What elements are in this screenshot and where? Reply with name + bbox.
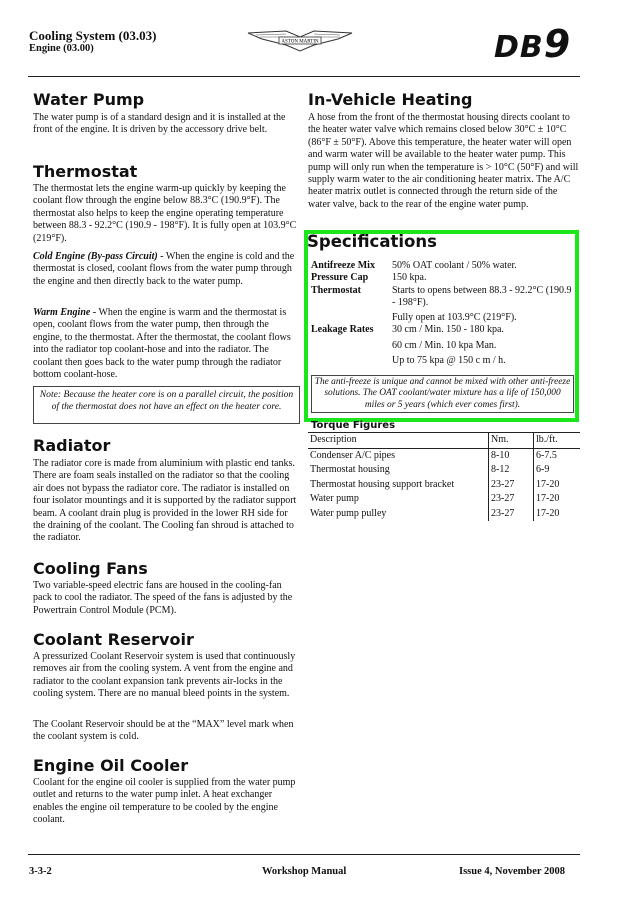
svg-text:ASTON MARTIN: ASTON MARTIN <box>281 39 319 45</box>
thermostat-heading: Thermostat <box>33 162 138 181</box>
antifreeze-note: The anti-freeze is unique and cannot be mixed with other anti-freeze solutions. The OAT coolant/water mixture has a life of 150,000 miles or 5 years (which ever comes first). <box>311 375 574 413</box>
page-number: 3-3-2 <box>29 866 52 877</box>
spec-row: Up to 75 kpa @ 150 c m / h. <box>392 355 506 367</box>
oil-cooler-heading: Engine Oil Cooler <box>33 756 189 775</box>
manual-name: Workshop Manual <box>262 866 347 877</box>
coolant-reservoir-text: A pressurized Coolant Reservoir system is used that continuously removes air from the cooling system. A vent from the engine and radiator to the coolant expansion tank prevents air-locks in the cooling system. There are no manual bleed points in the system. <box>33 651 296 700</box>
thermostat-text: The thermostat lets the engine warm-up quickly by keeping the coolant flow through the engine below 88.3°C (190.9°F). The thermostat also helps to keep the engine operating temperature between 88.3 - 92.2°C (190.9 - 198°F). It is fully open at 103.9°C (219°F). <box>33 183 297 244</box>
spec-row: Antifreeze Mix 50% OAT coolant / 50% water. <box>311 260 517 271</box>
table-row: Water pump pulley 23-27 17-20 <box>308 507 580 522</box>
issue-date: Issue 4, November 2008 <box>459 866 565 877</box>
heating-heading: In-Vehicle Heating <box>308 90 473 109</box>
specifications-heading: Specifications <box>307 232 437 251</box>
radiator-text: The radiator core is made from aluminium with plastic end tanks. There are foam seals installed on the radiator so that the cooling air does not bypass the radiator core. The radiator is installed on four isolator mountings and it is supported by the radiator support beam. A coolant drain plug is provided in the lower RH side for the draining of the coolant. The Cooling fan shroud is attached to the radiator. <box>33 458 297 544</box>
section-title: Cooling System (03.03) <box>29 28 157 43</box>
thermostat-note: Note: Because the heater core is on a parallel circuit, the position of the thermostat does not have an effect on the heater core. <box>33 386 300 424</box>
table-row: Water pump 23-27 17-20 <box>308 492 580 507</box>
footer-rule <box>28 854 580 855</box>
header-rule <box>28 76 580 77</box>
cooling-fans-heading: Cooling Fans <box>33 559 148 578</box>
spec-row: Fully open at 103.9°C (219°F). <box>392 312 517 324</box>
oil-cooler-text: Coolant for the engine oil cooler is supplied from the water pump outlet and returns to the water pump inlet. A heat exchanger enables the engine oil temperature to be cooled by the engine coolant. <box>33 777 296 826</box>
warm-engine-text: Warm Engine - When the engine is warm and the thermostat is open, coolant flows from the water pump, then through the engine, to the thermostat. After the thermostat, the coolant flows into the radiator top coolant-hose and into the radiator. The coolant then goes back to the water pump through the radiator bottom coolant-hose. <box>33 307 291 381</box>
aston-martin-logo <box>246 27 354 55</box>
cold-engine-text: Cold Engine (By-pass Circuit) - When the engine is cold and the thermostat is closed, coolant flows from the water pump through the engine and then directly back to the water pump. <box>33 251 295 287</box>
torque-table <box>308 432 580 521</box>
torque-header-row: Description Nm. lb./ft. <box>308 433 580 449</box>
water-pump-heading: Water Pump <box>33 90 145 109</box>
table-row: Thermostat housing support bracket 23-27 17-20 <box>308 478 580 493</box>
spec-row: Thermostat Starts to opens between 88.3 - 92.2°C (190.9 - 198°F). <box>311 284 572 308</box>
section-subtitle: Engine (03.00) <box>29 43 94 54</box>
table-row: Condenser A/C pipes 8-10 6-7.5 <box>308 448 580 463</box>
radiator-heading: Radiator <box>33 436 111 455</box>
model-badge: DB9 <box>494 22 572 66</box>
heating-text: A hose from the front of the thermostat housing directs coolant to the heater water valve which remains closed below 30°C ± 10°C (86°F ± 50°F). Above this temperature, the heater water will open and warm water will be available to the heater water pump. This pump will only run when the temperature is > 10°C (50°F) and will supply warm water to the air conditioning heater matrix. The A/C heater matrix outlet is connected through the return side of the water valve, back to the rear of the engine water pump. <box>308 112 579 210</box>
spec-row: Pressure Cap 150 kpa. <box>311 272 427 284</box>
table-row: Thermostat housing 8-12 6-9 <box>308 463 580 478</box>
spec-row: 60 cm / Min. 10 kpa Man. <box>392 339 497 351</box>
specifications-table <box>311 260 573 367</box>
torque-caption: Torque Figures <box>311 420 396 431</box>
water-pump-text: The water pump is of a standard design and it is installed at the front of the engine. It is driven by the accessory drive belt. <box>33 112 286 136</box>
coolant-reservoir-note: The Coolant Reservoir should be at the “MAX” level mark when the coolant system is cold. <box>33 719 294 743</box>
spec-row: Leakage Rates 30 cm / Min. 150 - 180 kpa. <box>311 324 504 336</box>
cooling-fans-text: Two variable-speed electric fans are housed in the cooling-fan pack to cool the radiator. The speed of the fans is adjusted by the Powertrain Control Module (PCM). <box>33 580 293 616</box>
coolant-reservoir-heading: Coolant Reservoir <box>33 630 194 649</box>
